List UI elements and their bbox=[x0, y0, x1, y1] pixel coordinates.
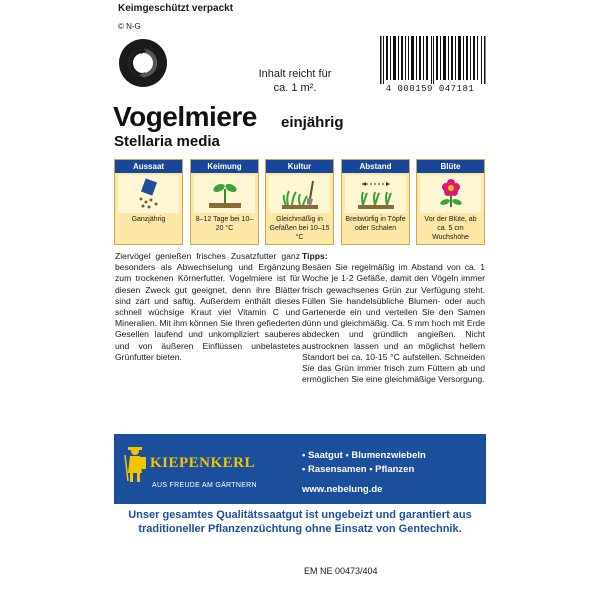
seed-packet-icon bbox=[118, 175, 179, 213]
sprout-icon bbox=[194, 175, 255, 213]
kiepenkerl-figure-icon bbox=[122, 445, 148, 483]
em-code: EM NE 00473/404 bbox=[304, 566, 378, 576]
spacing-plants-icon bbox=[345, 175, 406, 213]
card-title: Aussaat bbox=[115, 160, 182, 173]
description-text: Ziervögel genießen frisches Zusatzfutter ganz besonders als Abwechselung und Ergänzung zum trockenen Körnerfutter. Vogelmiere ist für diesen Zweck gut geeignet, denn ihre Blätter sind zart und saftig. Außerdem enthält dieses schnell wüchsige Kraut viel Vitamin C und Mineralien. Mit ihm können Sie Ihren gefiederten Gesellen laufend und unkompliziert sauberes und von äußeren Einflüssen unbelastetes Grünfutter bieten. bbox=[115, 251, 300, 362]
card-text: Ganzjährig bbox=[131, 216, 166, 223]
brand-slogan: AUS FREUDE AM GÄRTNERN bbox=[152, 482, 257, 489]
brand-name: KIEPENKERL bbox=[150, 455, 256, 471]
flower-icon bbox=[420, 175, 481, 213]
packaging-note: Keimgeschützt verpackt bbox=[118, 3, 234, 14]
quality-guarantee bbox=[110, 508, 490, 536]
tips-heading: Tipps: bbox=[302, 251, 328, 261]
card-title: Blüte bbox=[417, 160, 484, 173]
barcode-number: 4 000159 047181 bbox=[385, 84, 475, 94]
copyright-text: © N-G bbox=[118, 22, 141, 31]
content-info bbox=[240, 67, 350, 95]
guarantee-line-1: Unser gesamtes Qualitätssaatgut ist ungebeizt und garantiert aus bbox=[128, 509, 472, 521]
website-link[interactable]: www.nebelung.de bbox=[302, 484, 383, 495]
content-line-2: ca. 1 m². bbox=[273, 82, 317, 94]
card-text: 8–12 Tage bei 10–20 °C bbox=[195, 216, 254, 232]
product-range-line-1: • Saatgut • Blumenzwiebeln bbox=[302, 450, 426, 461]
tips-text: Besäen Sie regelmäßig im Abstand von ca. 1 Woche je 1-2 Gefäße, damit den Vögeln immer frisch gewachsenes Grün zur Verfügung steht. Füllen Sie handelsübliche Blumen- oder auch Gartenerde ein und verteilen Sie den Samen dünn und gleichmäßig. Ca. 5 mm hoch mit Erde abdecken und gründlich angießen. Nicht austrocknen lassen und an möglichst hellem Standort bei ca. 10-15 °C aufstellen. Schneiden Sie das Grün immer frisch zum Füttern ab und ermöglichen Sie eine gleichmäßige Versorgung. bbox=[302, 262, 485, 385]
product-subtitle: einjährig bbox=[281, 114, 344, 131]
card-bluete bbox=[416, 159, 485, 245]
shovel-plants-icon bbox=[269, 175, 330, 213]
card-aussaat bbox=[114, 159, 183, 245]
card-keimung bbox=[190, 159, 259, 245]
card-text: Breitwürfig in Töpfe oder Schalen bbox=[345, 216, 406, 232]
content-line-1: Inhalt reicht für bbox=[258, 68, 332, 80]
gruener-punkt-logo-icon bbox=[118, 38, 168, 88]
product-title: Vogelmiere bbox=[113, 101, 257, 132]
tips-section bbox=[302, 251, 485, 385]
latin-name: Stellaria media bbox=[114, 133, 220, 150]
product-range-line-2: • Rasensamen • Pflanzen bbox=[302, 463, 415, 475]
product-range-list bbox=[302, 449, 426, 476]
card-title: Keimung bbox=[191, 160, 258, 173]
card-title: Kultur bbox=[266, 160, 333, 173]
guarantee-line-2: traditioneller Pflanzenzüchtung ohne Einsatz von Gentechnik. bbox=[138, 523, 462, 535]
barcode-icon bbox=[380, 36, 486, 84]
card-kultur bbox=[265, 159, 334, 245]
card-abstand bbox=[341, 159, 410, 245]
card-text: Vor der Blüte, ab ca. 5 cm Wuchshöhe bbox=[424, 216, 477, 241]
card-title: Abstand bbox=[342, 160, 409, 173]
card-text: Gleichmäßig in Gefäßen bei 10–15 °C bbox=[269, 216, 330, 241]
